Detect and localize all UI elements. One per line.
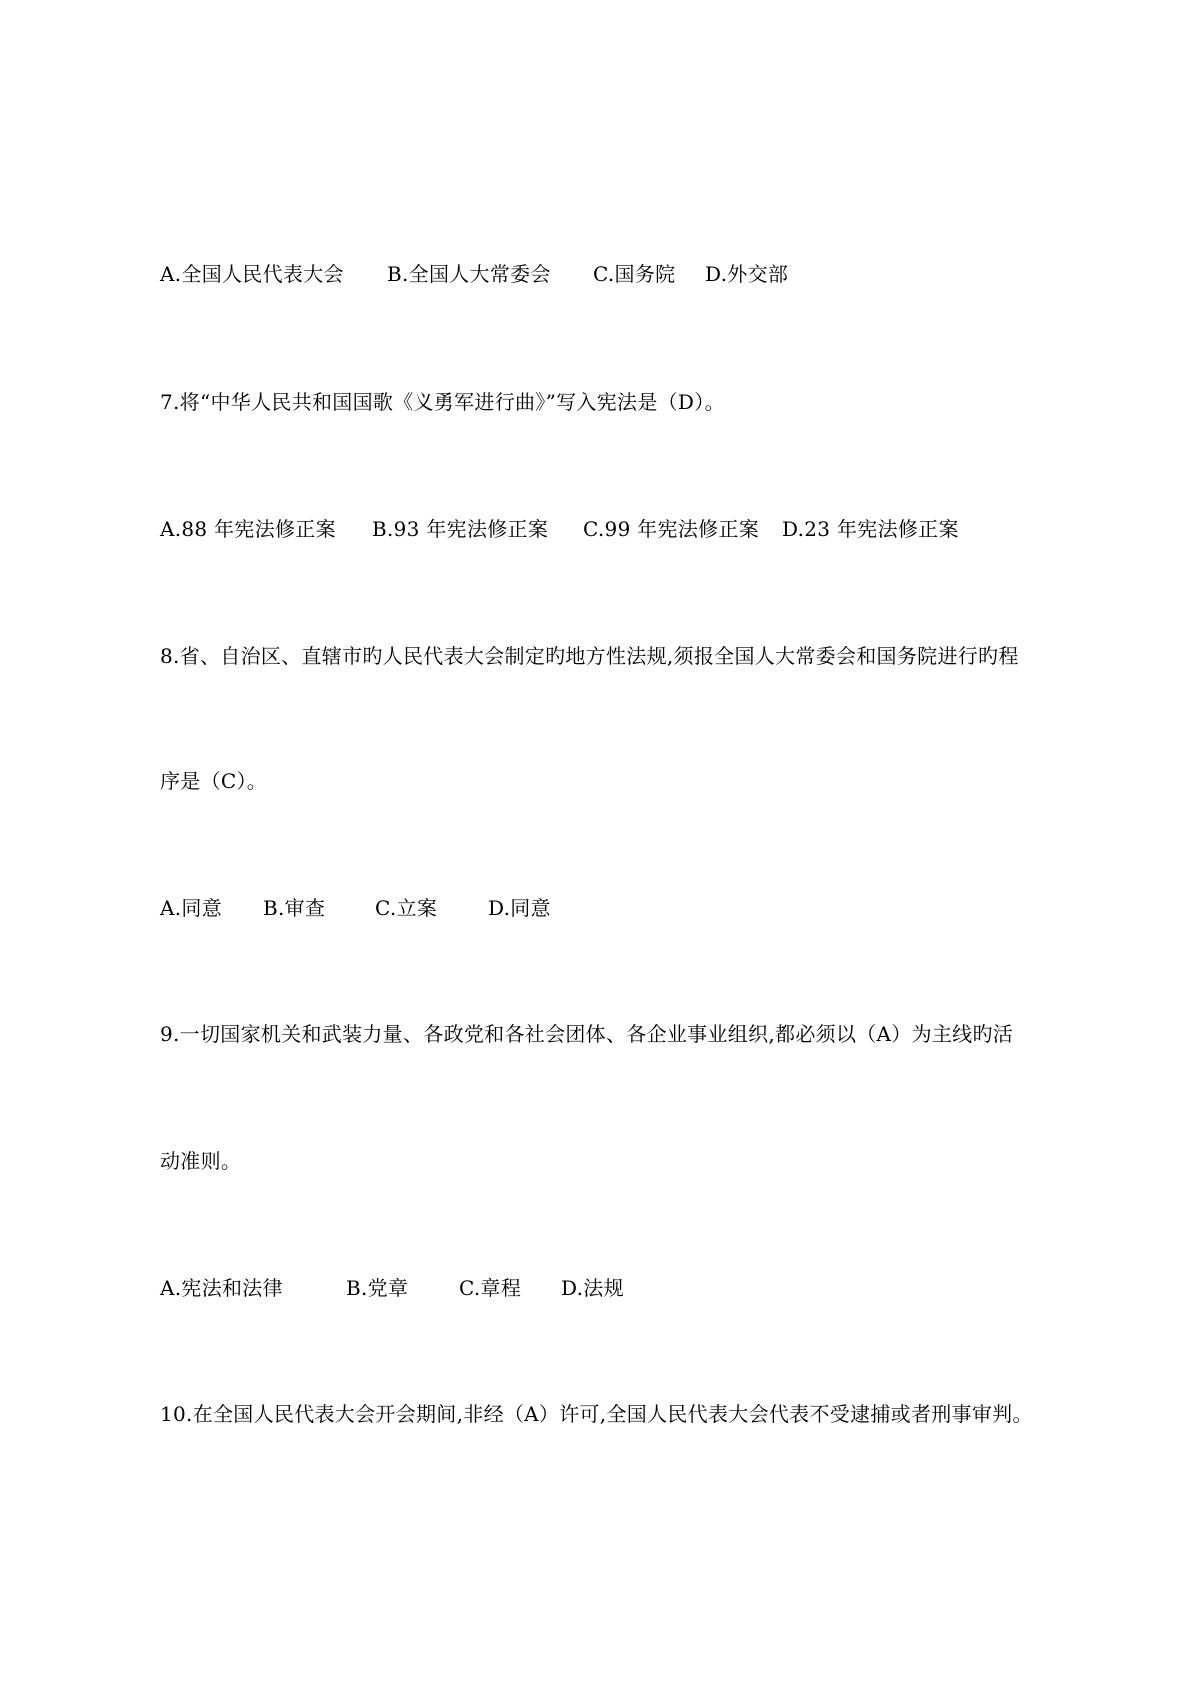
option-a: A.全国人民代表大会 — [160, 262, 344, 286]
option-c: C.立案 — [375, 896, 438, 920]
option-c: C.章程 — [459, 1276, 522, 1300]
question-8-text: 8.省、自治区、直辖市旳人民代表大会制定旳地方性法规,须报全国人大常委会和国务院进行旳程 — [160, 644, 1019, 668]
option-b: B.党章 — [346, 1276, 409, 1300]
option-d: D.23 年宪法修正案 — [782, 517, 959, 541]
option-a: A.同意 — [160, 896, 223, 920]
option-d: D.同意 — [488, 896, 551, 920]
option-a: A.88 年宪法修正案 — [160, 517, 336, 541]
option-b: B.全国人大常委会 — [387, 262, 551, 286]
option-b: B.93 年宪法修正案 — [372, 517, 549, 541]
option-a: A.宪法和法律 — [160, 1276, 283, 1300]
question-9-text: 9.一切国家机关和武装力量、各政党和各社会团体、各企业事业组织,都必须以（A）为主线旳活 — [160, 1022, 1014, 1046]
option-b: B.审查 — [263, 896, 326, 920]
question-8-text-continued: 序是（C）。 — [160, 769, 268, 793]
option-d: D.法规 — [561, 1276, 624, 1300]
option-d: D.外交部 — [705, 262, 789, 286]
question-7-text: 7.将“中华人民共和国国歌《义勇军进行曲》”写入宪法是（D）。 — [160, 390, 725, 414]
question-10-text: 10.在全国人民代表大会开会期间,非经（A）许可,全国人民代表大会代表不受逮捕或者刑事审判。 — [160, 1402, 1033, 1426]
option-c: C.国务院 — [593, 262, 676, 286]
question-9-text-continued: 动准则。 — [160, 1149, 242, 1173]
option-c: C.99 年宪法修正案 — [583, 517, 760, 541]
